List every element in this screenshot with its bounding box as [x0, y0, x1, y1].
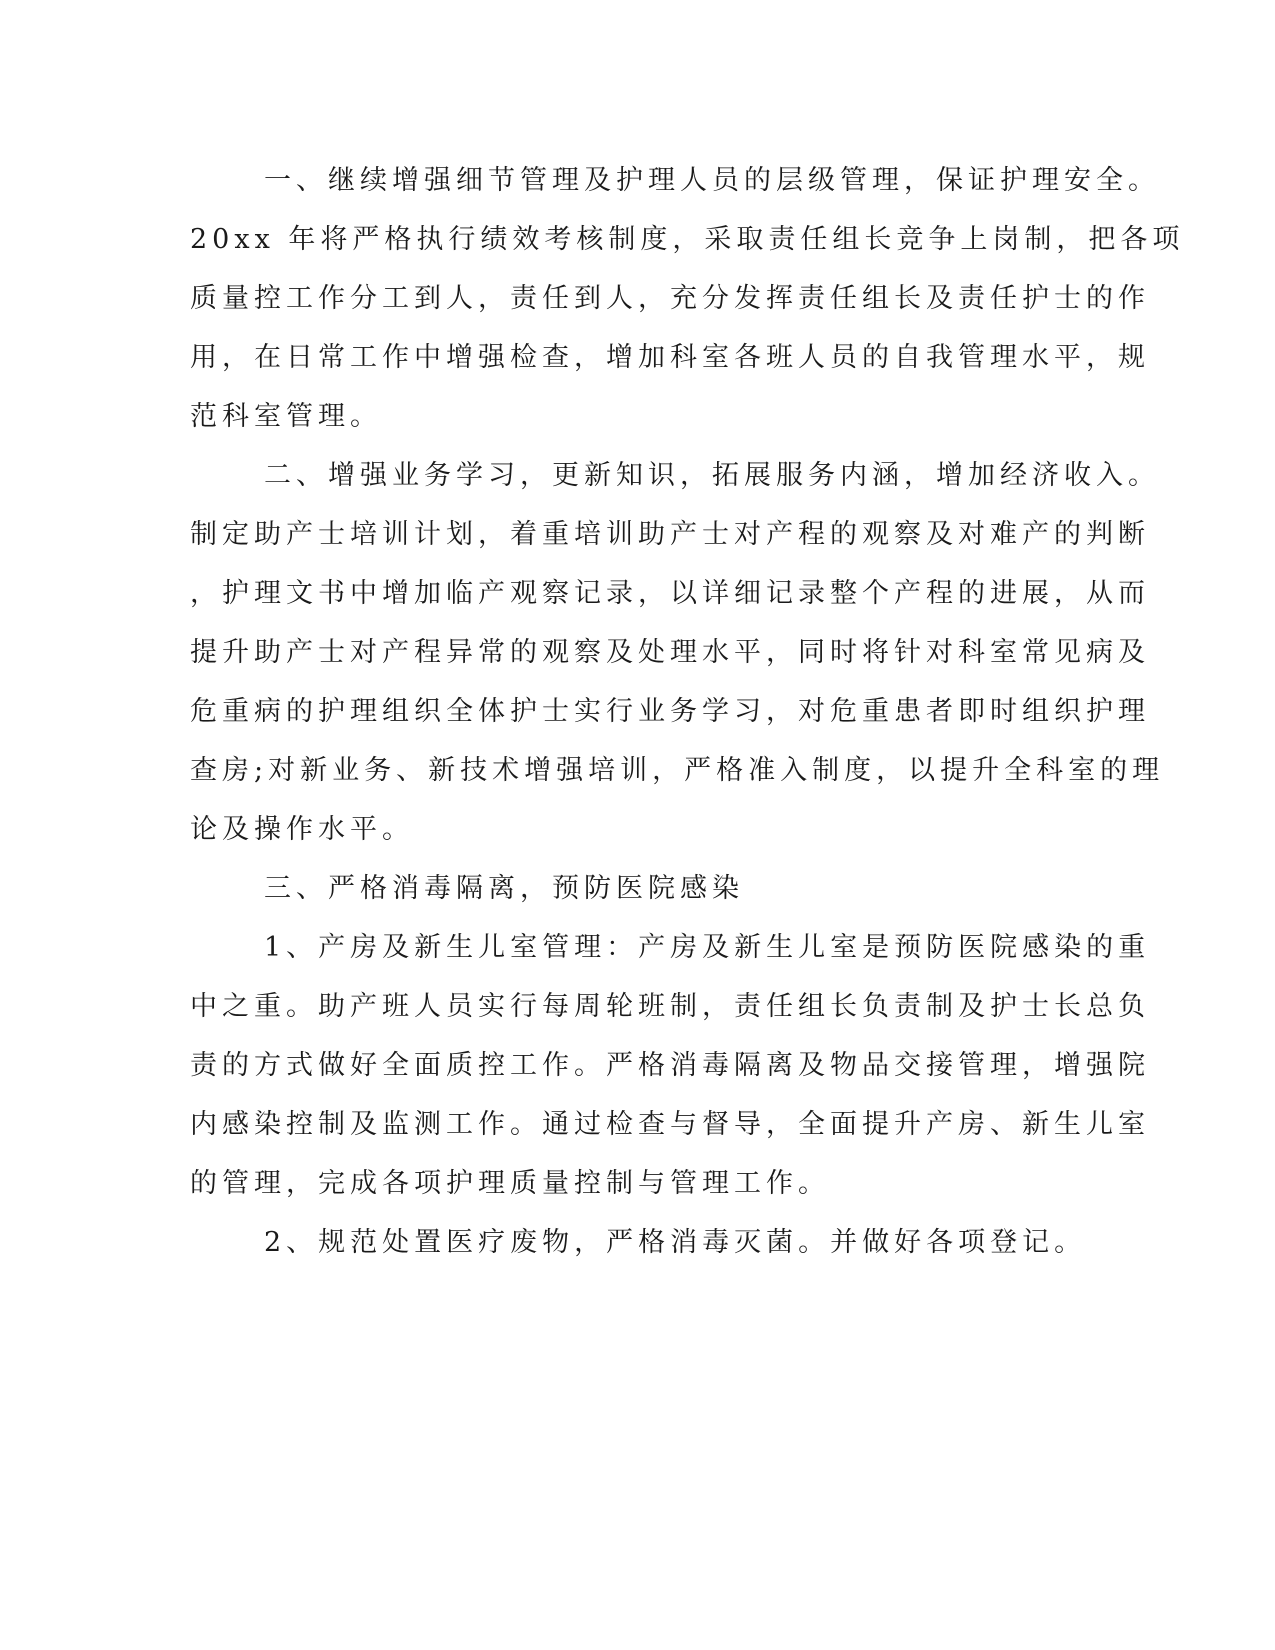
paragraph-line: 责的方式做好全面质控工作。严格消毒隔离及物品交接管理，增强院 — [190, 1050, 1150, 1081]
paragraph-line: ，护理文书中增加临产观察记录，以详细记录整个产程的进展，从而 — [190, 578, 1150, 609]
paragraph-line: 危重病的护理组织全体护士实行业务学习，对危重患者即时组织护理 — [190, 696, 1150, 727]
paragraph-line: 提升助产士对产程异常的观察及处理水平，同时将针对科室常见病及 — [190, 637, 1150, 668]
paragraph-line: 质量控工作分工到人，责任到人，充分发挥责任组长及责任护士的作 — [190, 283, 1150, 314]
item-1-line: 1、产房及新生儿室管理：产房及新生儿室是预防医院感染的重 — [264, 932, 1151, 963]
paragraph-line: 中之重。助产班人员实行每周轮班制，责任组长负责制及护士长总负 — [190, 991, 1150, 1022]
section-3-heading-line: 三、严格消毒隔离，预防医院感染 — [264, 873, 744, 904]
section-1-heading-line: 一、继续增强细节管理及护理人员的层级管理，保证护理安全。 — [264, 165, 1160, 196]
paragraph-line: 内感染控制及监测工作。通过检查与督导，全面提升产房、新生儿室 — [190, 1109, 1150, 1140]
paragraph-line: 的管理，完成各项护理质量控制与管理工作。 — [190, 1168, 830, 1199]
paragraph-line: 查房;对新业务、新技术增强培训，严格准入制度，以提升全科室的理 — [190, 755, 1165, 786]
section-2-heading-line: 二、增强业务学习，更新知识，拓展服务内涵，增加经济收入。 — [264, 460, 1160, 491]
item-2-line: 2、规范处置医疗废物，严格消毒灭菌。并做好各项登记。 — [264, 1227, 1087, 1258]
paragraph-line: 制定助产士培训计划，着重培训助产士对产程的观察及对难产的判断 — [190, 519, 1150, 550]
paragraph-line: 论及操作水平。 — [190, 814, 414, 845]
paragraph-line: 20xx 年将严格执行绩效考核制度，采取责任组长竞争上岗制，把各项 — [190, 224, 1185, 255]
paragraph-line: 范科室管理。 — [190, 401, 382, 432]
paragraph-line: 用，在日常工作中增强检查，增加科室各班人员的自我管理水平，规 — [190, 342, 1150, 373]
